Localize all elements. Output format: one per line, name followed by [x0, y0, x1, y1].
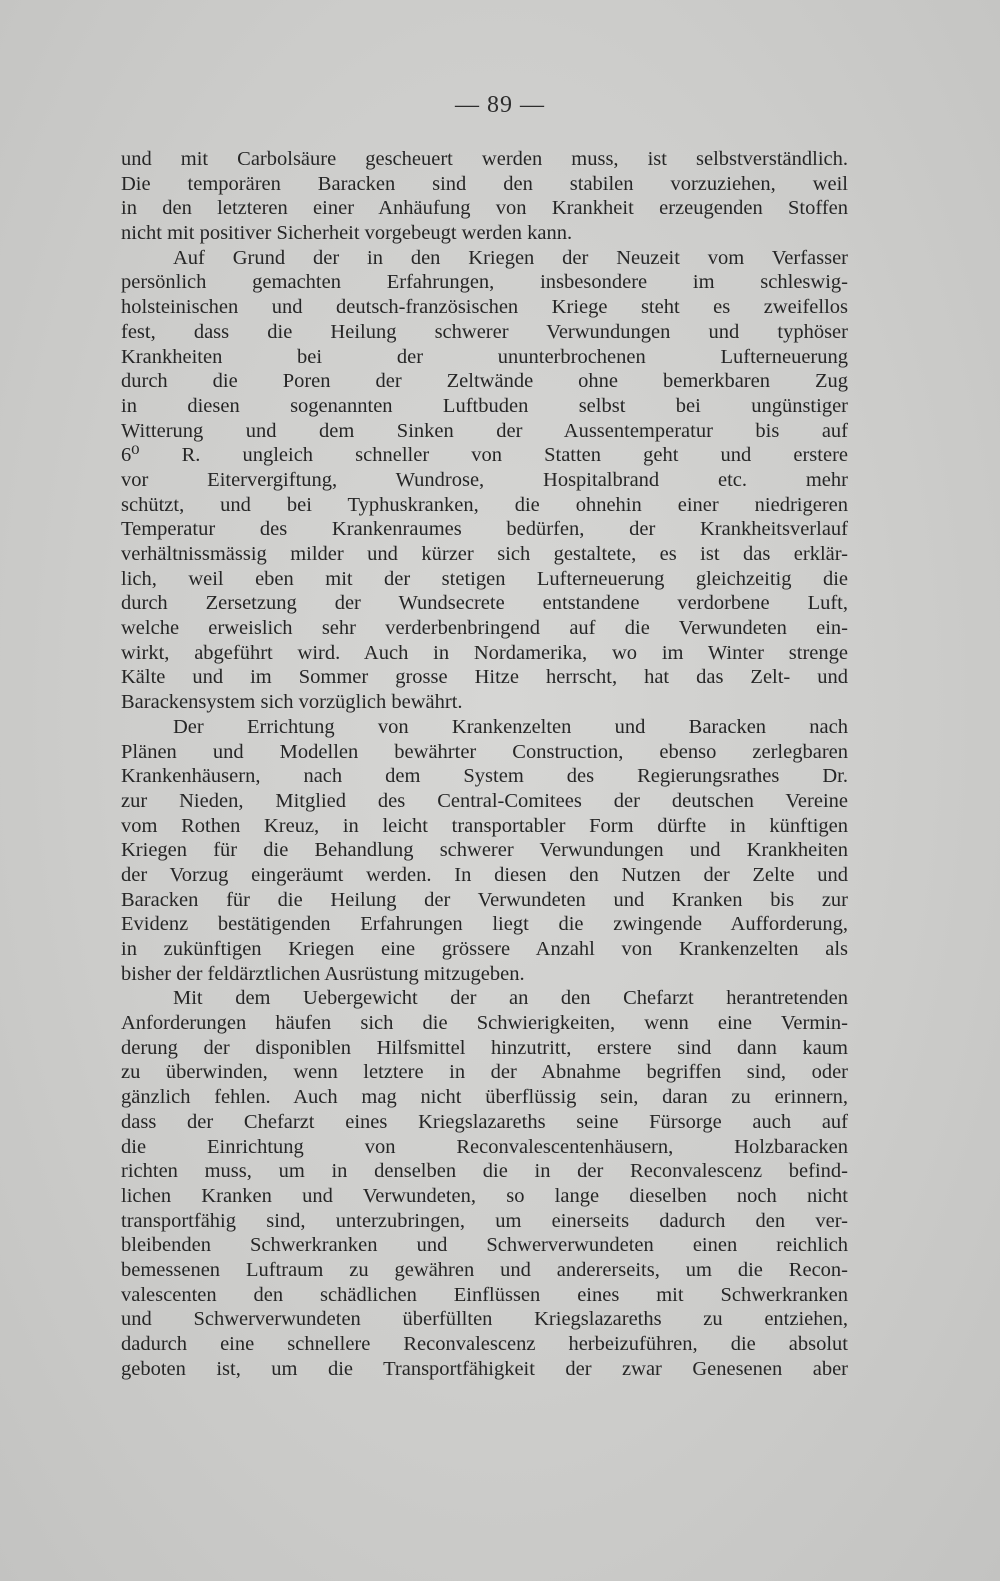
text-line: 6⁰ R. ungleich schneller von Statten geht und erstere: [121, 444, 848, 467]
text-line: Witterung und dem Sinken der Aussentemperatur bis auf: [121, 419, 848, 442]
text-line: geboten ist, um die Transportfähigkeit der zwar Genesenen aber: [121, 1357, 848, 1380]
text-line: gänzlich fehlen. Auch mag nicht überflüssig sein, daran zu erinnern,: [121, 1086, 848, 1109]
text-line: verhältnissmässig milder und kürzer sich gestaltete, es ist das erklär-: [121, 543, 848, 565]
text-line: Kriegen für die Behandlung schwerer Verwundungen und Krankheiten: [121, 839, 848, 862]
text-line: schützt, und bei Typhuskranken, die ohnehin einer niedrigeren: [121, 493, 848, 516]
text-line: zur Nieden, Mitglied des Central-Comitees der deutschen Vereine: [121, 789, 848, 812]
page-number: — 89 —: [455, 92, 545, 118]
text-line: und mit Carbolsäure gescheuert werden muss, ist selbstverständlich.: [121, 148, 848, 170]
text-line: Krankenhäusern, nach dem System des Regierungsrathes Dr.: [121, 765, 848, 788]
text-line: und Schwerverwundeten überfüllten Kriegslazareths zu entziehen,: [121, 1308, 848, 1331]
text-line: in diesen sogenannten Luftbuden selbst bei ungünstiger: [121, 394, 848, 417]
text-line: zu überwinden, wenn letztere in der Abnahme begriffen sind, oder: [121, 1061, 848, 1084]
text-line: in zukünftigen Kriegen eine grössere Anzahl von Krankenzelten als: [121, 938, 848, 960]
text-line: dass der Chefarzt eines Kriegslazareths seine Fürsorge auch auf: [121, 1110, 848, 1133]
text-line: persönlich gemachten Erfahrungen, insbesondere im schleswig-: [121, 271, 848, 294]
text-line: richten muss, um in denselben die in der Reconvalescenz befind-: [121, 1160, 848, 1183]
text-line: bisher der feldärztlichen Ausrüstung mitzugeben.: [121, 962, 525, 985]
text-line: Die temporären Baracken sind den stabilen vorzuziehen, weil: [121, 172, 848, 195]
text-line: Der Errichtung von Krankenzelten und Baracken nach: [173, 715, 848, 738]
text-line: Barackensystem sich vorzüglich bewährt.: [121, 691, 463, 714]
text-line: lich, weil eben mit der stetigen Lufterneuerung gleichzeitig die: [121, 567, 848, 590]
text-line: vom Rothen Kreuz, in leicht transportabler Form dürfte in künftigen: [121, 814, 848, 837]
text-line: die Einrichtung von Reconvalescentenhäusern, Holzbaracken: [121, 1135, 848, 1158]
text-line: Mit dem Uebergewicht der an den Chefarzt herantretenden: [173, 987, 848, 1010]
text-line: nicht mit positiver Sicherheit vorgebeugt werden kann.: [121, 222, 573, 245]
text-line: Kälte und im Sommer grosse Hitze herrscht, hat das Zelt- und: [121, 666, 848, 689]
text-line: Baracken für die Heilung der Verwundeten und Kranken bis zur: [121, 888, 848, 911]
text-line: lichen Kranken und Verwundeten, so lange dieselben noch nicht: [121, 1184, 848, 1207]
text-line: durch Zersetzung der Wundsecrete entstandene verdorbene Luft,: [121, 592, 848, 615]
text-line: holsteinischen und deutsch-französischen Kriege steht es zweifellos: [121, 296, 848, 319]
text-line: der Vorzug eingeräumt werden. In diesen den Nutzen der Zelte und: [121, 863, 848, 886]
text-line: durch die Poren der Zeltwände ohne bemerkbaren Zug: [121, 370, 848, 393]
text-line: Auf Grund der in den Kriegen der Neuzeit vom Verfasser: [173, 246, 848, 269]
text-line: Plänen und Modellen bewährter Construction, ebenso zerlegbaren: [121, 740, 848, 763]
text-line: vor Eitervergiftung, Wundrose, Hospitalbrand etc. mehr: [121, 468, 848, 491]
text-line: in den letzteren einer Anhäufung von Krankheit erzeugenden Stoffen: [121, 197, 848, 220]
text-line: valescenten den schädlichen Einflüssen eines mit Schwerkranken: [121, 1283, 848, 1306]
text-line: dadurch eine schnellere Reconvalescenz herbeizuführen, die absolut: [121, 1333, 848, 1355]
text-line: bemessenen Luftraum zu gewähren und andererseits, um die Recon-: [121, 1258, 848, 1281]
text-line: bleibenden Schwerkranken und Schwerverwundeten einen reichlich: [121, 1234, 848, 1257]
text-line: wirkt, abgeführt wird. Auch in Nordamerika, wo im Winter strenge: [121, 641, 848, 664]
text-line: Temperatur des Krankenraumes bedürfen, der Krankheitsverlauf: [121, 518, 848, 541]
text-line: Krankheiten bei der ununterbrochenen Lufterneuerung: [121, 345, 848, 368]
text-line: Anforderungen häufen sich die Schwierigkeiten, wenn eine Vermin-: [121, 1012, 848, 1035]
text-line: fest, dass die Heilung schwerer Verwundungen und typhöser: [121, 320, 848, 343]
body-text: [121, 147, 848, 1381]
text-line: welche erweislich sehr verderbenbringend auf die Verwundeten ein-: [121, 617, 848, 640]
text-line: transportfähig sind, unterzubringen, um einerseits dadurch den ver-: [121, 1209, 848, 1232]
text-line: derung der disponiblen Hilfsmittel hinzutritt, erstere sind dann kaum: [121, 1036, 848, 1059]
text-line: Evidenz bestätigenden Erfahrungen liegt die zwingende Aufforderung,: [121, 913, 848, 936]
